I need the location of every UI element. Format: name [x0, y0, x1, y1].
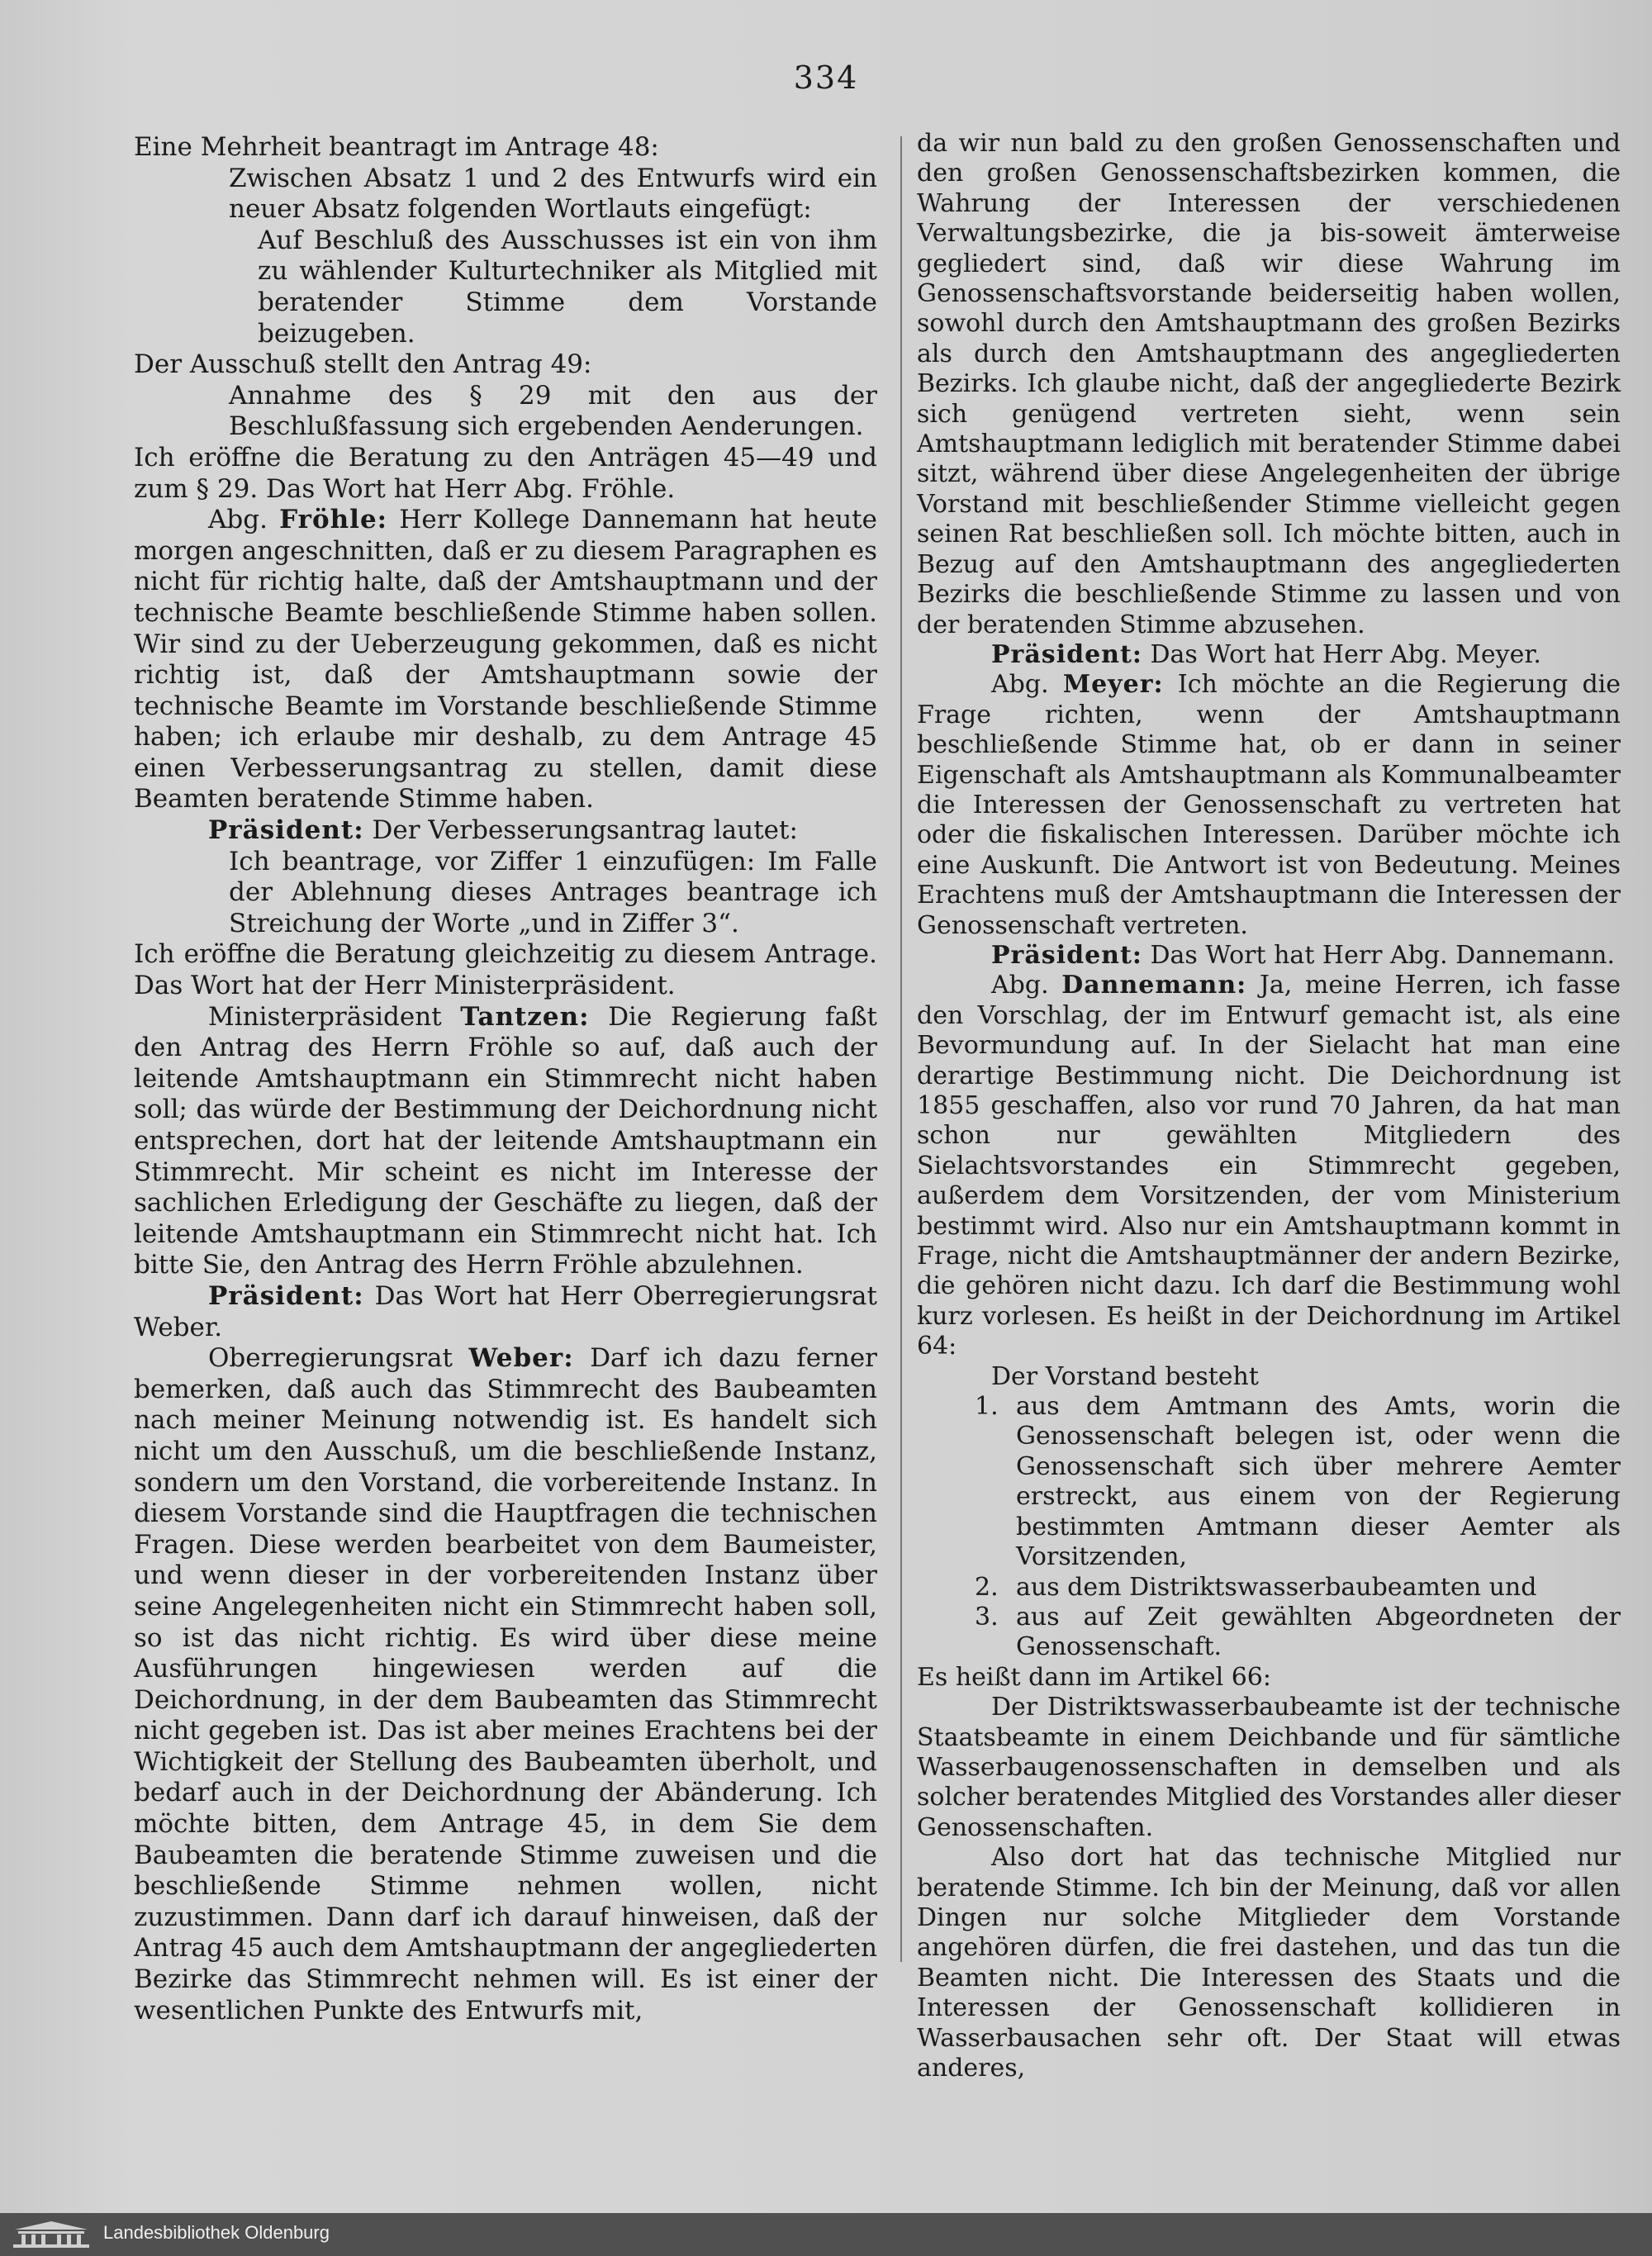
body-paragraph: da wir nun bald zu den großen Genossenschaften und den großen Genossenschaftsbezirken kommen, die Wahrung der Interessen der verschiedenen Verwaltungsbezirke, die ja bis-soweit ämterweise gegliedert sind, daß wir diese Wahrung im Genossenschaftsvorstande beiderseitig haben wollen, sowohl durch den Amtshauptmann des großen Bezirks als durch den Amtshauptmann des angegliederten Bezirks. Ich glaube nicht, daß der angegliederte Bezirk sich genügend vertreten sieht, wenn sein Amtshauptmann lediglich mit beratender Stimme dabei sitzt, während über diese Angelegenheiten der übrige Vorstand mit beschließender Stimme vielleicht gegen seinen Rat beschließen soll. Ich möchte bitten, auch in Bezug auf den Amtshauptmann des angegliederten Bezirks die beschließende Stimme zu lassen und von der beratenden Stimme abzusehen.	[917, 129, 1621, 639]
speech-text: Ich möchte an die Regierung die Frage richten, wenn der Amtshauptmann beschließende Stimme hat, ob er dann in seiner Eigenschaft als Amtshauptmann als Kommunalbeamter die Interessen der Genossenschaft zu vertreten hat oder die fiskalischen Interessen. Darüber möchte ich eine Auskunft. Die Antwort ist von Bedeutung. Meines Erachtens muß der Amtshauptmann die Interessen der Genossenschaft vertreten.	[917, 670, 1621, 940]
library-name: Landesbibliothek Oldenburg	[103, 2222, 330, 2243]
right-text-column	[917, 129, 1621, 2083]
right-column-after-list	[917, 1663, 1621, 2084]
quoted-motion: Zwischen Absatz 1 und 2 des Entwurfs wird ein neuer Absatz folgenden Wortlauts eingefügt:	[229, 163, 877, 225]
speaker-name: Präsident:	[208, 1280, 364, 1311]
body-paragraph: Ich eröffne die Beratung zu den Anträgen 45—49 und zum § 29. Das Wort hat Herr Abg. Fröhle.	[134, 442, 877, 504]
list-item	[975, 1573, 1621, 1603]
speaker-name: Tantzen:	[460, 1001, 590, 1032]
speech-paragraph	[134, 815, 877, 847]
speaker-name: Präsident:	[991, 940, 1142, 970]
speaker-name: Meyer:	[1062, 670, 1164, 700]
quoted-motion: Ich beantrage, vor Ziffer 1 einzufügen: Im Falle der Ablehnung dieses Antrages beantrage ich Streichung der Worte „und in Ziffer 3“.	[229, 846, 877, 938]
speaker-title: Abg.	[991, 971, 1062, 1000]
footer-bar	[0, 2213, 1652, 2256]
speaker-title: Abg.	[208, 505, 280, 535]
list-item-text: aus dem Distriktswasserbaubeamten und	[1016, 1572, 1537, 1602]
speech-text: Das Wort hat Herr Abg. Dannemann.	[1142, 940, 1616, 970]
speech-paragraph	[134, 1281, 877, 1343]
speaker-title: Ministerpräsident	[208, 1001, 461, 1032]
speech-paragraph	[917, 941, 1621, 971]
quoted-statute: Der Distriktswasserbaubeamte ist der technische Staatsbeamte in einem Deichbande und für sämtliche Wasserbaugenossenschaften in demselben und als solcher beratendes Mitglied des Vorstandes aller dieser Genossenschaften.	[917, 1693, 1621, 1842]
column-divider	[900, 136, 902, 1962]
list-item-number: 2.	[975, 1572, 999, 1602]
body-paragraph: Eine Mehrheit beantragt im Antrage 48:	[134, 132, 659, 162]
list-item-number: 3.	[975, 1602, 999, 1631]
speech-text: Ja, meine Herren, ich fasse den Vorschlag, der im Entwurf gemacht ist, als eine Bevormundung auf. In der Sielacht hat man eine derartige Bestimmung nicht. Die Deichordnung ist 1855 geschaffen, also vor rund 70 Jahren, da hat man schon nur gewählten Mitgliedern des Sielachtsvorstandes ein Stimmrecht gegeben, außerdem dem Vorsitzenden, der vom Ministerium bestimmt wird. Also nur ein Amtshauptmann kommt in Frage, nicht die Amtshauptmänner der andern Bezirke, die gehören nicht dazu. Ich darf die Bestimmung wohl kurz vorlesen. Es heißt in der Deichordnung im Artikel 64:	[917, 971, 1621, 1361]
body-paragraph: Also dort hat das technische Mitglied nur beratende Stimme. Ich bin der Meinung, daß vor allen Dingen nur solche Mitglieder dem Vorstande angehören dürfen, die frei dastehen, und das tun die Beamten nicht. Die Interessen des Staats und die Interessen der Genossenschaft kollidieren in Wasserbausachen sehr oft. Der Staat will etwas anderes,	[917, 1843, 1621, 2083]
library-building-icon	[12, 2220, 91, 2249]
speaker-name: Präsident:	[991, 639, 1142, 669]
right-column-before-list	[917, 129, 1621, 1392]
body-paragraph: Der Ausschuß stellt den Antrag 49:	[134, 349, 592, 380]
quoted-statute: Der Vorstand besteht	[991, 1361, 1259, 1391]
quoted-motion: Annahme des § 29 mit den aus der Beschlußfassung sich ergebenden Aenderungen.	[229, 380, 877, 442]
list-item-text: aus dem Amtmann des Amts, worin die Genossenschaft belegen ist, oder wenn die Genossenschaft sich über mehrere Aemter erstreckt, aus einem von der Regierung bestimmten Amtmann dieser Aemter als Vorsitzenden,	[1016, 1392, 1621, 1572]
speaker-title: Oberregierungsrat	[208, 1343, 469, 1374]
list-item-number: 1.	[975, 1392, 999, 1422]
speech-paragraph	[134, 1002, 877, 1281]
deichordnung-list	[917, 1392, 1621, 1663]
body-paragraph: Es heißt dann im Artikel 66:	[917, 1662, 1271, 1692]
speech-text: Herr Kollege Dannemann hat heute morgen angeschnitten, daß er zu diesem Paragraphen es nicht für richtig halte, daß der Amtshauptmann und der technische Beamte beschließende Stimme haben sollen. Wir sind zu der Ueberzeugung gekommen, daß es nicht richtig ist, daß der Amtshauptmann sowie der technische Beamte im Vorstande beschließende Stimme haben; ich erlaube mir deshalb, zu dem Antrage 45 einen Verbesserungsantrag zu stellen, damit diese Beamten beratende Stimme haben.	[134, 505, 877, 815]
page-number: 334	[793, 59, 859, 96]
speaker-name: Dannemann:	[1061, 971, 1247, 1000]
body-paragraph: Ich eröffne die Beratung gleichzeitig zu diesem Antrage. Das Wort hat der Herr Ministerpräsident.	[134, 939, 877, 1001]
speech-text: Das Wort hat Herr Abg. Meyer.	[1142, 639, 1541, 669]
list-item	[975, 1392, 1621, 1572]
quoted-amendment: Auf Beschluß des Ausschusses ist ein von ihm zu wählender Kulturtechniker als Mitglied mit beratender Stimme dem Vorstande beizugeben.	[258, 225, 877, 349]
speech-text: Darf ich dazu ferner bemerken, daß auch das Stimmrecht des Baubeamten nach meiner Meinung notwendig ist. Es handelt sich nicht um den Ausschuß, um die beschließende Instanz, sondern um den Vorstand, die vorbereitende Instanz. In diesem Vorstande sind die Hauptfragen die technischen Fragen. Diese werden bearbeitet von dem Baumeister, und wenn dieser in der vorbereitenden Instanz über seine Angelegenheiten nicht ein Stimmrecht haben soll, so ist das nicht richtig. Es wird über diese meine Ausführungen hingewiesen werden auf die Deichordnung, in der dem Baubeamten das Stimmrecht nicht gegeben ist. Das ist aber meines Erachtens bei der Wichtigkeit der Stellung des Baubeamten überholt, und bedarf auch in der Deichordnung der Abänderung. Ich möchte bitten, dem Antrage 45, in dem Sie dem Baubeamten die beratende Stimme zuweisen und die beschließende Stimme nehmen wollen, nicht zuzustimmen. Dann darf ich darauf hinweisen, daß der Antrag 45 auch dem Amtshauptmann der angegliederten Bezirke das Stimmrecht nehmen will. Es ist einer der wesentlichen Punkte des Entwurfs mit,	[134, 1343, 878, 2026]
list-item-text: aus auf Zeit gewählten Abgeordneten der Genossenschaft.	[1016, 1602, 1621, 1662]
speech-paragraph	[134, 1343, 877, 2026]
speech-paragraph	[134, 505, 877, 815]
speech-text: Die Regierung faßt den Antrag des Herrn Fröhle so auf, daß auch der leitende Amtshauptmann ein Stimmrecht nicht haben soll; das würde der Bestimmung der Deichordnung nicht entsprechen, dort hat der leitende Amtshauptmann ein Stimmrecht. Mir scheint es nicht im Interesse der sachlichen Erledigung der Geschäfte zu liegen, daß der leitende Amtshauptmann ein Stimmrecht nicht hat. Ich bitte Sie, den Antrag des Herrn Fröhle abzulehnen.	[134, 1001, 877, 1280]
list-item	[975, 1603, 1621, 1663]
speech-text: Das Wort hat Herr Oberregierungsrat Weber.	[134, 1280, 877, 1342]
speaker-name: Fröhle:	[279, 505, 388, 535]
speech-paragraph	[917, 670, 1621, 941]
speech-paragraph	[917, 971, 1621, 1361]
speaker-name: Präsident:	[208, 815, 364, 846]
speaker-title: Abg.	[991, 670, 1063, 700]
speech-text: Der Verbesserungsantrag lautet:	[363, 815, 798, 846]
speech-paragraph	[917, 640, 1621, 670]
speaker-name: Weber:	[468, 1343, 574, 1374]
left-text-column	[134, 132, 877, 2026]
